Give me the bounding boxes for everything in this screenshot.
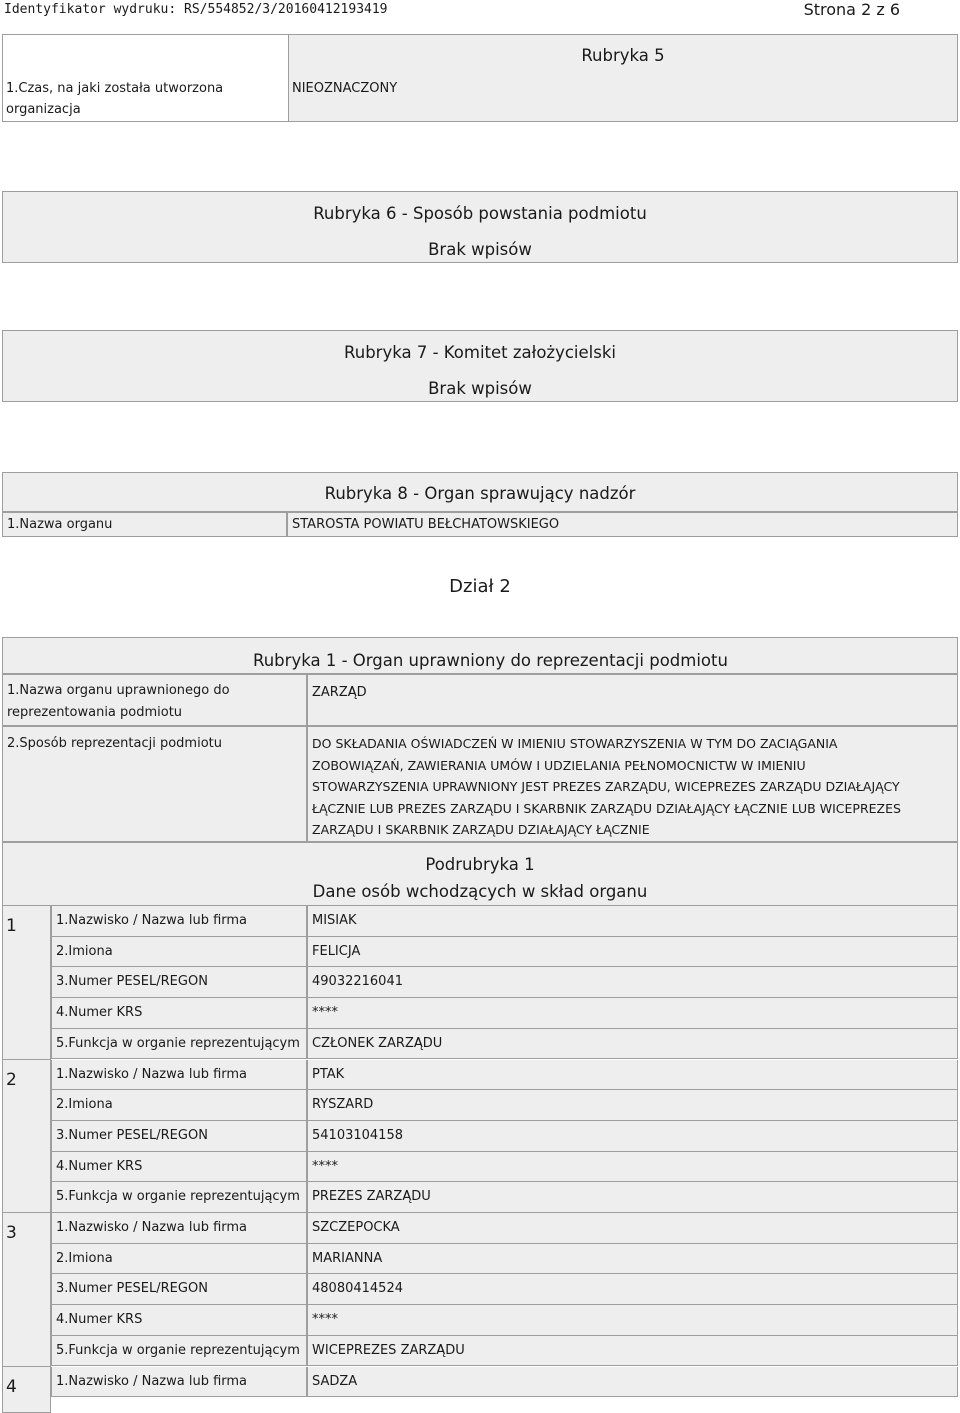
function-value: PREZES ZARZĄDU <box>307 1182 958 1213</box>
rubryka6-box <box>2 191 958 263</box>
rubryka7-box <box>2 330 958 402</box>
names-value: MARIANNA <box>307 1244 958 1275</box>
names-value: FELICJA <box>307 937 958 968</box>
representation-line: ŁĄCZNIE LUB PREZES ZARZĄDU I SKARBNIK ZARZĄDU DZIAŁAJĄCY ŁĄCZNIE LUB WICEPREZES <box>312 800 901 816</box>
pesel-value: 49032216041 <box>307 967 958 998</box>
surname-value: SADZA <box>307 1367 958 1398</box>
representation-value <box>307 726 958 842</box>
field-label: 1.Nazwisko / Nazwa lub firma <box>51 1060 307 1091</box>
organ-name-label-line2: reprezentowania podmiotu <box>7 705 183 720</box>
rubryka8-value: STAROSTA POWIATU BEŁCHATOWSKIEGO <box>287 512 958 537</box>
pesel-value: 54103104158 <box>307 1121 958 1152</box>
rubryka7-title: Rubryka 7 - Komitet założycielski <box>344 343 616 362</box>
entry-number: 4 <box>6 1376 17 1397</box>
field-label: 4.Numer KRS <box>51 1152 307 1183</box>
field-label: 4.Numer KRS <box>51 998 307 1029</box>
krs-value: **** <box>307 1305 958 1336</box>
rubryka8-label: 1.Nazwa organu <box>2 512 287 537</box>
surname-value: MISIAK <box>307 906 958 937</box>
rubryka7-empty: Brak wpisów <box>428 379 532 398</box>
print-identifier: Identyfikator wydruku: RS/554852/3/20160412193419 <box>4 2 388 17</box>
field-label: 2.Imiona <box>51 1244 307 1275</box>
field-label: 5.Funkcja w organie reprezentującym <box>51 1029 307 1060</box>
field-label: 3.Numer PESEL/REGON <box>51 1121 307 1152</box>
dzial2-rubryka1-header <box>2 637 958 674</box>
rubryka8-header <box>2 472 958 512</box>
podrubryka-subtitle: Dane osób wchodzących w skład organu <box>312 882 648 901</box>
field-label: 3.Numer PESEL/REGON <box>51 1274 307 1305</box>
dzial2-rubryka1-title: Rubryka 1 - Organ uprawniony do reprezentacji podmiotu <box>253 651 728 670</box>
organ-name-value: ZARZĄD <box>307 674 958 726</box>
function-value: CZŁONEK ZARZĄDU <box>307 1029 958 1060</box>
field-label: 5.Funkcja w organie reprezentującym <box>51 1336 307 1367</box>
organ-name-label <box>2 674 307 726</box>
rubryka5-value: NIEOZNACZONY <box>292 81 398 96</box>
krs-value: **** <box>307 998 958 1029</box>
rubryka5-title: Rubryka 5 <box>581 46 665 65</box>
rubryka5-label-line1: 1.Czas, na jaki została utworzona <box>6 81 224 96</box>
podrubryka-title: Podrubryka 1 <box>425 855 535 874</box>
field-label: 1.Nazwisko / Nazwa lub firma <box>51 1213 307 1244</box>
organ-name-label-line1: 1.Nazwa organu uprawnionego do <box>7 683 230 698</box>
entry-number: 3 <box>6 1223 17 1243</box>
dzial-title: Dział 2 <box>449 576 511 597</box>
names-value: RYSZARD <box>307 1090 958 1121</box>
field-label: 2.Imiona <box>51 937 307 968</box>
representation-line: ZARZĄDU I SKARBNIK ZARZĄDU DZIAŁAJĄCY ŁĄCZNIE <box>312 822 650 837</box>
representation-line: DO SKŁADANIA OŚWIADCZEŃ W IMIENIU STOWARZYSZENIA W TYM DO ZACIĄGANIA <box>312 736 838 751</box>
entry-number: 2 <box>6 1069 17 1090</box>
field-label: 5.Funkcja w organie reprezentującym <box>51 1182 307 1213</box>
surname-value: SZCZEPOCKA <box>307 1213 958 1244</box>
function-value: WICEPREZES ZARZĄDU <box>307 1336 958 1367</box>
rubryka5-label-line2: organizacja <box>6 102 81 117</box>
rubryka8-title: Rubryka 8 - Organ sprawujący nadzór <box>324 484 636 503</box>
surname-value: PTAK <box>307 1060 958 1091</box>
rubryka5-label-frame <box>2 34 289 122</box>
representation-label: 2.Sposób reprezentacji podmiotu <box>2 726 307 842</box>
field-label: 4.Numer KRS <box>51 1305 307 1336</box>
representation-line: ZOBOWIĄZAŃ, ZAWIERANIA UMÓW I UDZIELANIA PEŁNOMOCNICTW W IMIENIU <box>312 757 806 773</box>
field-label: 1.Nazwisko / Nazwa lub firma <box>51 1367 307 1398</box>
field-label: 2.Imiona <box>51 1090 307 1121</box>
page-number: Strona 2 z 6 <box>803 0 900 19</box>
rubryka6-title: Rubryka 6 - Sposób powstania podmiotu <box>313 204 647 223</box>
podrubryka-header <box>2 842 958 906</box>
representation-line: STOWARZYSZENIA UPRAWNIONY JEST PREZES ZARZĄDU, WICEPREZES ZARZĄDU DZIAŁAJĄCY <box>312 779 900 794</box>
rubryka6-empty: Brak wpisów <box>428 240 532 259</box>
field-label: 3.Numer PESEL/REGON <box>51 967 307 998</box>
krs-value: **** <box>307 1152 958 1183</box>
pesel-value: 48080414524 <box>307 1274 958 1305</box>
entry-number: 1 <box>6 916 17 936</box>
field-label: 1.Nazwisko / Nazwa lub firma <box>51 906 307 937</box>
